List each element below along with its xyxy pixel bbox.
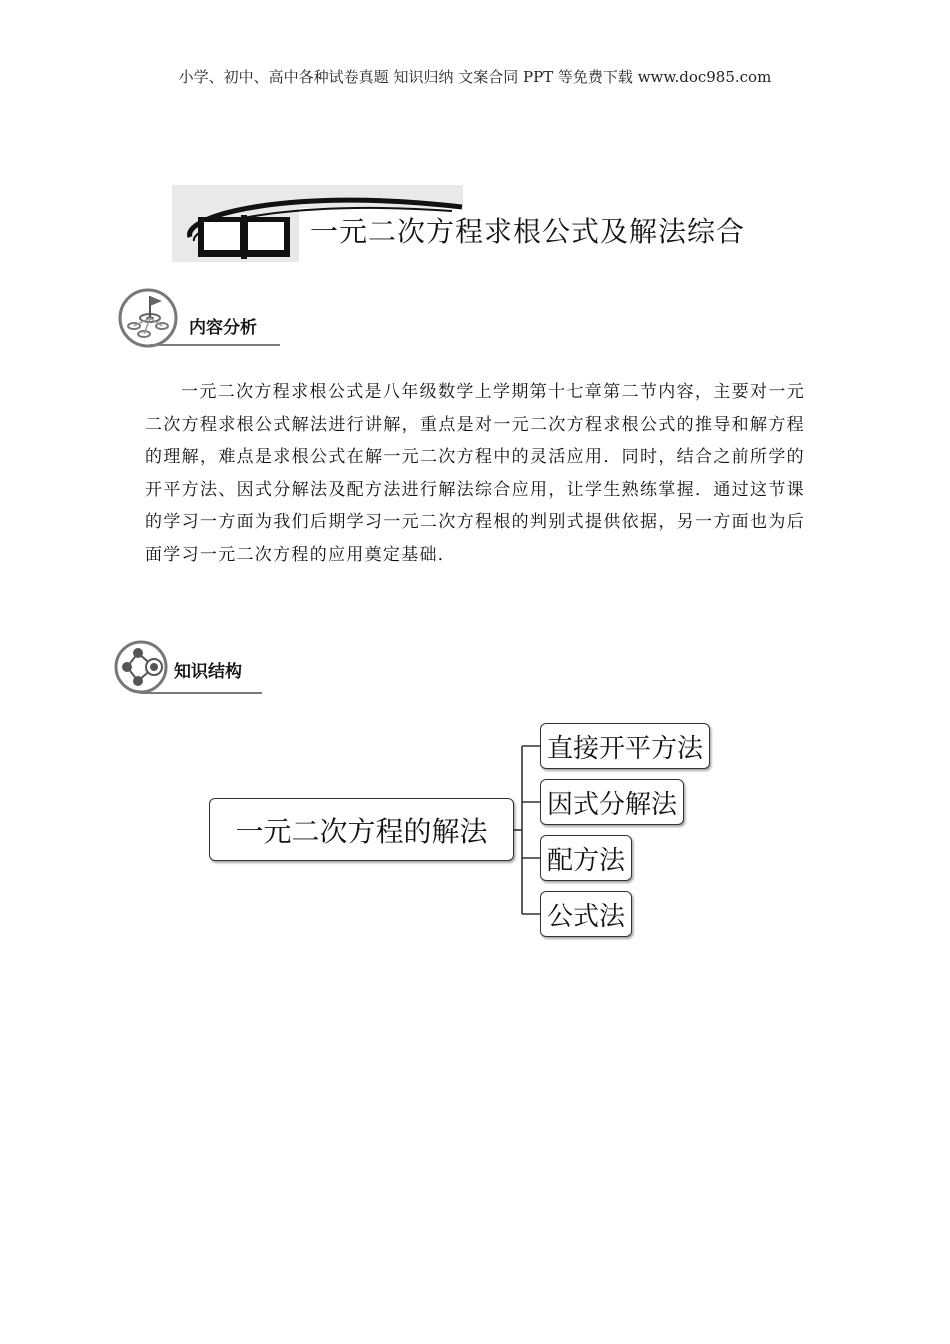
mindmap-node-completing-square: 配方法: [540, 835, 632, 881]
mindmap-root-node: 一元二次方程的解法: [209, 798, 514, 861]
mindmap-node-factorization: 因式分解法: [540, 779, 684, 825]
page-title: 一元二次方程求根公式及解法综合: [310, 215, 746, 248]
content-analysis-paragraph: 一元二次方程求根公式是八年级数学上学期第十七章第二节内容，主要对一元二次方程求根公式解法进行讲解，重点是对一元二次方程求根公式的推导和解方程的理解，难点是求根公式在解一元二次方程中的灵活应用．同时，结合之前所学的开平方法、因式分解法及配方法进行解法综合应用，让学生熟练掌握．通过这节课的学习一方面为我们后期学习一元二次方程根的判别式提供依据，另一方面也为后面学习一元二次方程的应用奠定基础．: [145, 382, 805, 565]
section-title-content-analysis: 内容分析: [189, 318, 257, 338]
section-title-knowledge-structure: 知识结构: [174, 662, 242, 682]
mindmap-node-formula: 公式法: [540, 891, 632, 937]
page-header: 小学、初中、高中各种试卷真题 知识归纳 文案合同 PPT 等免费下载 www.doc985.com: [178, 68, 772, 86]
mindmap-node-direct-square-root: 直接开平方法: [540, 723, 710, 769]
